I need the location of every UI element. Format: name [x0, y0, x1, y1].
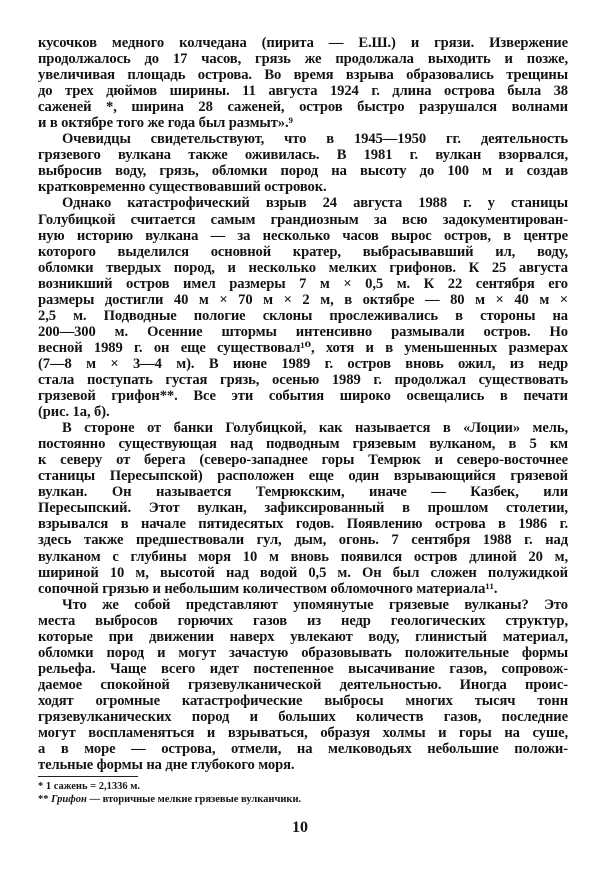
paragraph [38, 597, 568, 774]
text-line: продолжалось до 17 часов, грязь же продолжала выходить и позже, [38, 51, 568, 68]
text-line: грязевулканических пород и больших количеств газов, последние [38, 708, 568, 725]
text-line: постоянно существующая над подводным грязевым вулканом, в 5 км [38, 436, 568, 453]
text-line: вулканом с глубины моря 10 м вновь появился остров длиной 20 м, [38, 548, 568, 565]
text-line: 200—300 м. Осенние штормы интенсивно размывали остров. Но [38, 323, 568, 340]
footnote-text: 1 сажень = 2,1336 м. [45, 781, 141, 792]
text-line: обломки твердых пород, и несколько мелких грифонов. К 25 августа [38, 259, 568, 276]
text-line: Пересыпский. Этот вулкан, зафиксированный в прошлом столетии, [38, 500, 568, 517]
text-line: сопочной грязью и небольшим количеством обломочного материала¹¹. [38, 580, 498, 597]
text-line: обломки пород и могут зачастую образовывать положительные формы [38, 644, 568, 661]
text-line: ходят огромные катастрофические выбросы многих тысяч тонн [38, 692, 568, 709]
page-number: 10 [292, 819, 308, 836]
text-line: которого выделился основной кратер, выбрасывавший ил, воду, [38, 243, 568, 260]
footnotes [38, 780, 301, 806]
text-line: к северу от берега (северо-западнее горы Темрюк и северо-восточнее [38, 452, 568, 469]
text-line: даемое спокойной грязевулканической деятельностью. Иногда проис- [38, 676, 568, 693]
text-line: шириной 10 м, высотой над водой 0,5 м. Он был сложен полужидкой [38, 564, 568, 581]
text-line: Очевидцы свидетельствуют, что в 1945—1950 гг. деятельность [62, 131, 568, 148]
text-line: весной 1989 г. он еще существовал¹⁰, хотя и в уменьшенных размерах [38, 339, 568, 356]
text-line: стала поступать густая грязь, осенью 1989 г. продолжал существовать [38, 371, 568, 388]
footnote-2 [38, 793, 301, 806]
text-line: взрывался в начале пятидесятых годов. Появлению острова в 1986 г. [38, 516, 568, 533]
text-line: кратковременно существовавший островок. [38, 179, 327, 196]
text-line: грязевого вулкана также оживилась. В 1981 г. вулкан взорвался, [38, 147, 568, 164]
paragraph [38, 195, 568, 420]
text-line: рельефа. Чаще всего идет постепенное высачивание газов, сопровож- [38, 660, 568, 677]
text-line: Что же собой представляют упомянутые грязевые вулканы? Это [62, 596, 568, 613]
text-line: вулкан. Он называется Темрюкским, иначе — Казбек, или [38, 484, 568, 501]
text-line: места выбросов горючих газов из недр геологических структур, [38, 612, 568, 629]
text-line: 2,5 м. Подводные пологие склоны прослеживались в стороны на [38, 307, 568, 324]
text-line: (7—8 м × 3—4 м). В июне 1989 г. остров вновь ожил, из недр [38, 355, 568, 372]
text-line: могут воспламеняться и взрываться, образуя холмы и горы на суше, [38, 725, 568, 742]
footnote-mark: ** [38, 794, 49, 805]
footnote-divider [38, 776, 138, 777]
text-line: размеры достигли 40 м × 70 м × 2 м, в октябре — 80 м × 40 м × [38, 291, 568, 308]
footnote-text: — вторичные мелкие грязевые вулканчики. [89, 794, 302, 805]
text-line: Голубицкой считается самым грандиозным за всю задокументирован- [38, 211, 568, 228]
text-line: станицы Пересыпской) расположен еще один взрывающийся грязевой [38, 468, 568, 485]
text-line: и в октябре того же года был размыт».⁹ [38, 115, 293, 132]
text-line: саженей *, ширина 28 саженей, остров быстро разрушался волнами [38, 99, 568, 116]
text-line: которые при движении наверх увлекают воду, глинистый материал, [38, 628, 568, 645]
text-line: Однако катастрофический взрыв 24 августа 1988 г. у станицы [62, 195, 568, 212]
text-line: до трех дюймов ширины. 11 августа 1924 г. длина острова была 38 [38, 83, 568, 100]
body-text [38, 35, 568, 773]
paragraph [38, 420, 568, 597]
paragraph [38, 131, 568, 195]
text-line: В стороне от банки Голубицкой, как называется в «Лоции» мель, [62, 420, 568, 437]
paragraph [38, 35, 568, 131]
text-line: (рис. 1а, б). [38, 404, 110, 421]
text-line: увеличивая площадь острова. Во время взрыва образовались трещины [38, 67, 568, 84]
footnote-mark: * [38, 781, 44, 792]
text-line: а в море — острова, отмели, на мелководьях небольшие положи- [38, 741, 568, 758]
text-line: возникший остров имел размеры 7 м × 0,5 м. К 22 сентября его [38, 275, 568, 292]
text-line: выбросив воду, грязь, обломки пород на высоту до 100 м и создав [38, 163, 568, 180]
footnote-1 [38, 780, 301, 793]
text-line: тельные формы на дне глубокого моря. [38, 757, 295, 774]
footnote-term: Грифон [51, 794, 87, 805]
text-line: грязевой грифон**. Все эти события широко освещались в печати [38, 388, 568, 405]
text-line: ную историю вулкана — за несколько часов вырос остров, в центре [38, 227, 568, 244]
text-line: кусочков медного колчедана (пирита — Е.Ш.) и грязи. Извержение [38, 35, 568, 51]
text-line: здесь также предшествовали гул, дым, огонь. 7 сентября 1988 г. над [38, 532, 568, 549]
